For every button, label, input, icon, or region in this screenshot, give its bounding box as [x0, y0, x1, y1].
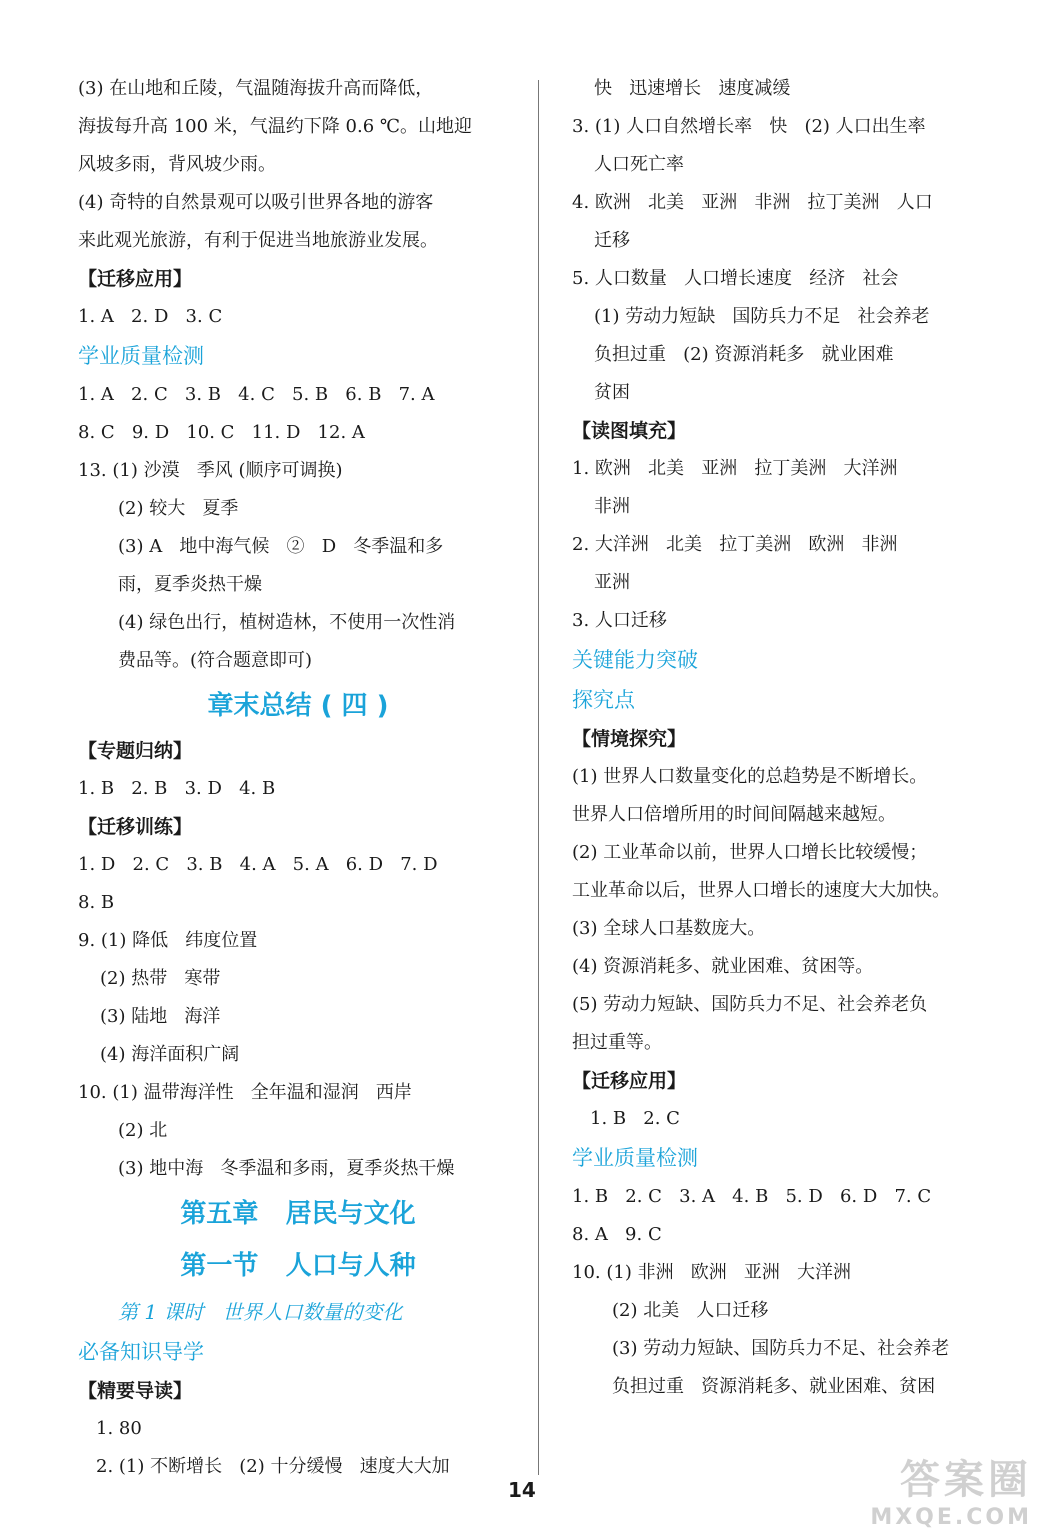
left-line-l28: (2) 北 — [118, 1120, 168, 1141]
left-line-l23: 9. (1) 降低 纬度位置 — [78, 930, 258, 951]
right-line-r16: 关键能力突破 — [572, 648, 698, 672]
right-line-r19: (1) 世界人口数量变化的总趋势是不断增长。 — [572, 766, 928, 787]
left-line-l5: 来此观光旅游，有利于促进当地旅游业发展。 — [78, 230, 438, 251]
left-line-l27: 10. (1) 温带海洋性 全年温和湿润 西岸 — [78, 1082, 412, 1103]
left-line-l30: 第五章 居民与文化 — [180, 1199, 416, 1229]
right-line-r13: 2. 大洋洲 北美 拉丁美洲 欧洲 非洲 — [572, 534, 898, 555]
left-line-l18: 【专题归纳】 — [78, 740, 193, 762]
right-line-r28: 1. B 2. C — [590, 1108, 680, 1129]
left-line-l17: 章末总结 ( 四 ) — [207, 691, 389, 721]
left-line-l24: (2) 热带 寒带 — [100, 968, 221, 989]
left-line-l25: (3) 陆地 海洋 — [100, 1006, 221, 1027]
right-line-r20: 世界人口倍增所用的时间间隔越来越短。 — [572, 804, 896, 825]
left-line-l22: 8. B — [78, 892, 115, 913]
right-line-r1: 快 迅速增长 速度减缓 — [594, 78, 791, 99]
right-line-r30: 1. B 2. C 3. A 4. B 5. D 6. D 7. C — [572, 1186, 932, 1207]
left-line-l11: 13. (1) 沙漠 季风 (顺序可调换) — [78, 460, 343, 481]
left-line-l19: 1. B 2. B 3. D 4. B — [78, 778, 276, 799]
left-line-l35: 1. 80 — [96, 1418, 142, 1439]
left-line-l32: 第 1 课时 世界人口数量的变化 — [118, 1300, 403, 1324]
page-number: 14 — [508, 1478, 536, 1502]
left-line-l13: (3) A 地中海气候 ② D 冬季温和多 — [118, 536, 444, 557]
column-divider — [538, 80, 539, 1475]
right-line-r11: 1. 欧洲 北美 亚洲 拉丁美洲 大洋洲 — [572, 458, 898, 479]
right-line-r15: 3. 人口迁移 — [572, 610, 667, 631]
right-line-r8: 负担过重 (2) 资源消耗多 就业困难 — [594, 344, 894, 365]
right-line-r33: (2) 北美 人口迁移 — [612, 1300, 769, 1321]
right-line-r25: (5) 劳动力短缺、国防兵力不足、社会养老负 — [572, 994, 928, 1015]
right-line-r34: (3) 劳动力短缺、国防兵力不足、社会养老 — [612, 1338, 950, 1359]
left-line-l7: 1. A 2. D 3. C — [78, 306, 223, 327]
left-line-l15: (4) 绿色出行，植树造林，不使用一次性消 — [118, 612, 456, 633]
right-line-r32: 10. (1) 非洲 欧洲 亚洲 大洋洲 — [572, 1262, 852, 1283]
watermark-line1: 答案圈 — [900, 1457, 1032, 1503]
left-line-l29: (3) 地中海 冬季温和多雨，夏季炎热干燥 — [118, 1158, 455, 1179]
left-line-l12: (2) 较大 夏季 — [118, 498, 239, 519]
left-line-l3: 风坡多雨，背风坡少雨。 — [78, 154, 276, 175]
right-line-r10: 【读图填充】 — [572, 420, 687, 442]
right-line-r18: 【情境探究】 — [572, 728, 687, 750]
left-line-l20: 【迁移训练】 — [78, 816, 193, 838]
left-line-l4: (4) 奇特的自然景观可以吸引世界各地的游客 — [78, 192, 434, 213]
right-line-r22: 工业革命以后，世界人口增长的速度大大加快。 — [572, 880, 950, 901]
right-line-r35: 负担过重 资源消耗多、就业困难、贫困 — [612, 1376, 936, 1397]
right-line-r29: 学业质量检测 — [572, 1146, 698, 1170]
right-line-r14: 亚洲 — [594, 572, 630, 593]
left-line-l26: (4) 海洋面积广阔 — [100, 1044, 240, 1065]
left-line-l16: 费品等。(符合题意即可) — [118, 650, 313, 671]
left-line-l1: (3) 在山地和丘陵，气温随海拔升高而降低， — [78, 78, 434, 99]
right-line-r7: (1) 劳动力短缺 国防兵力不足 社会养老 — [594, 306, 930, 327]
right-line-r12: 非洲 — [594, 496, 630, 517]
right-line-r9: 贫困 — [594, 382, 630, 403]
left-line-l14: 雨，夏季炎热干燥 — [118, 574, 262, 595]
left-line-l2: 海拔每升高 100 米，气温约下降 0.6 ℃。山地迎 — [78, 116, 473, 137]
right-line-r26: 担过重等。 — [572, 1032, 662, 1053]
left-line-l31: 第一节 人口与人种 — [180, 1251, 416, 1281]
left-line-l6: 【迁移应用】 — [78, 268, 193, 290]
right-line-r24: (4) 资源消耗多、就业困难、贫困等。 — [572, 956, 874, 977]
left-line-l34: 【精要导读】 — [78, 1380, 193, 1402]
right-line-r17: 探究点 — [572, 688, 635, 712]
right-line-r5: 迁移 — [594, 230, 630, 251]
left-line-l33: 必备知识导学 — [78, 1340, 204, 1364]
left-line-l21: 1. D 2. C 3. B 4. A 5. A 6. D 7. D — [78, 854, 438, 875]
left-line-l9: 1. A 2. C 3. B 4. C 5. B 6. B 7. A — [78, 384, 435, 405]
right-line-r21: (2) 工业革命以前，世界人口增长比较缓慢； — [572, 842, 928, 863]
right-column — [572, 70, 1022, 1406]
right-line-r23: (3) 全球人口基数庞大。 — [572, 918, 766, 939]
left-line-l36: 2. (1) 不断增长 (2) 十分缓慢 速度大大加 — [96, 1456, 450, 1477]
left-line-l10: 8. C 9. D 10. C 11. D 12. A — [78, 422, 365, 443]
right-line-r6: 5. 人口数量 人口增长速度 经济 社会 — [572, 268, 899, 289]
watermark-logo — [870, 1448, 1032, 1530]
right-line-r31: 8. A 9. C — [572, 1224, 662, 1245]
watermark-line2: MXQE.COM — [870, 1505, 1032, 1530]
left-line-l8: 学业质量检测 — [78, 344, 204, 368]
right-line-r27: 【迁移应用】 — [572, 1070, 687, 1092]
right-line-r3: 人口死亡率 — [594, 154, 684, 175]
right-line-r4: 4. 欧洲 北美 亚洲 非洲 拉丁美洲 人口 — [572, 192, 933, 213]
right-line-r2: 3. (1) 人口自然增长率 快 (2) 人口出生率 — [572, 116, 926, 137]
left-column — [78, 70, 518, 1486]
